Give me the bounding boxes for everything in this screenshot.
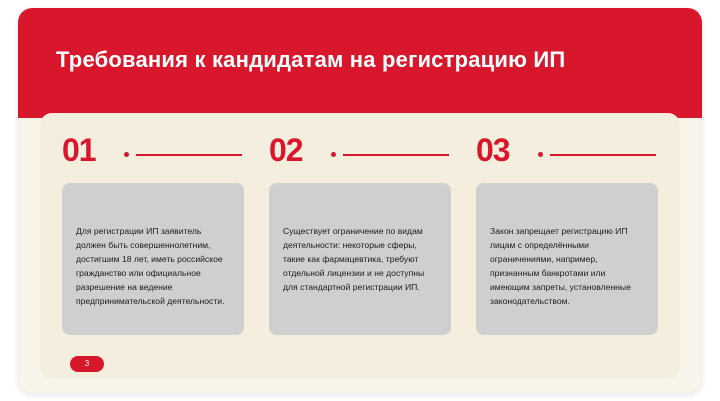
content-panel	[40, 113, 680, 378]
decoration-dot	[331, 152, 336, 157]
requirement-card-3	[476, 131, 658, 335]
page-number-badge	[70, 356, 104, 372]
decoration-dot	[124, 152, 129, 157]
card-text: Для регистрации ИП заявитель должен быть совершеннолетним, достигшим 18 лет, иметь российское гражданство или официальное разрешение на ведение предпринимательской деятельности.	[76, 226, 225, 306]
card-number-row	[269, 131, 451, 173]
requirement-card-1	[62, 131, 244, 335]
page-number-label: 3	[84, 359, 90, 368]
page-title: Требования к кандидатам на регистрацию ИП	[56, 47, 566, 72]
slide-header	[18, 8, 702, 118]
card-number: 02	[269, 132, 303, 168]
card-number: 01	[62, 132, 96, 168]
requirement-card-2	[269, 131, 451, 335]
dot-dash-decoration	[124, 151, 242, 158]
decoration-line	[136, 154, 242, 156]
cards-container	[40, 113, 680, 378]
card-text: Существует ограничение по видам деятельности: некоторые сферы, такие как фармацевтика, требуют отдельной лицензии и не доступны для стандартной регистрации ИП.	[283, 226, 425, 292]
card-number-row	[476, 131, 658, 173]
card-number-row	[62, 131, 244, 173]
card-body	[476, 183, 658, 335]
dot-dash-decoration	[538, 151, 656, 158]
decoration-dot	[538, 152, 543, 157]
card-text: Закон запрещает регистрацию ИП лицам с определёнными ограничениями, например, признанным банкротами или имеющим запреты, установленные законодательством.	[490, 226, 631, 306]
dot-dash-decoration	[331, 151, 449, 158]
card-body	[62, 183, 244, 335]
decoration-line	[550, 154, 656, 156]
card-number: 03	[476, 132, 510, 168]
slide	[18, 8, 702, 393]
decoration-line	[343, 154, 449, 156]
card-body	[269, 183, 451, 335]
